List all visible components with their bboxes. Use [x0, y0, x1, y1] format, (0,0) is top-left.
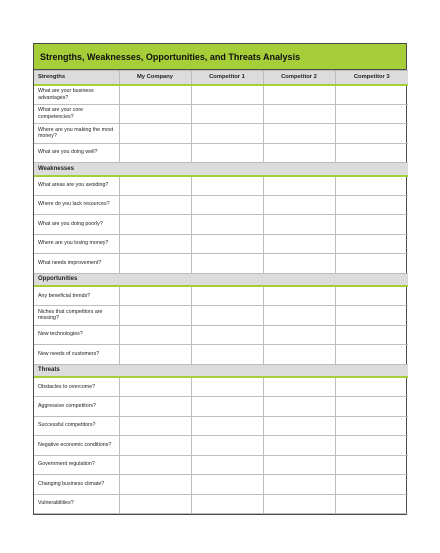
answer-cell-competitor-3[interactable] [335, 286, 408, 306]
answer-cell-competitor-1[interactable] [191, 85, 263, 105]
answer-cell-competitor-1[interactable] [191, 254, 263, 274]
column-header-competitor-2: Competitor 2 [263, 71, 335, 85]
column-header-competitor-3: Competitor 3 [335, 71, 408, 85]
question-row [34, 306, 408, 326]
answer-cell-competitor-3[interactable] [335, 325, 408, 345]
answer-cell-competitor-3[interactable] [335, 306, 408, 326]
answer-cell-competitor-2[interactable] [263, 345, 335, 365]
answer-cell-competitor-1[interactable] [191, 436, 263, 456]
answer-cell-competitor-3[interactable] [335, 345, 408, 365]
answer-cell-competitor-1[interactable] [191, 475, 263, 495]
answer-cell-my-company[interactable] [119, 234, 191, 254]
question-row [34, 104, 408, 124]
question-row [34, 377, 408, 397]
answer-cell-competitor-3[interactable] [335, 436, 408, 456]
question-row [34, 455, 408, 475]
answer-cell-competitor-3[interactable] [335, 397, 408, 417]
question-row [34, 397, 408, 417]
answer-cell-my-company[interactable] [119, 195, 191, 215]
answer-cell-competitor-2[interactable] [263, 215, 335, 235]
answer-cell-competitor-3[interactable] [335, 143, 408, 163]
question-row [34, 494, 408, 514]
answer-cell-my-company[interactable] [119, 494, 191, 514]
document-title: Strengths, Weaknesses, Opportunities, and Threats Analysis [34, 44, 406, 70]
question-label: New technologies? [34, 325, 119, 345]
section-header-row [34, 364, 408, 377]
question-label: Where are you making the most money? [34, 124, 119, 144]
answer-cell-competitor-1[interactable] [191, 104, 263, 124]
answer-cell-competitor-1[interactable] [191, 455, 263, 475]
section-header-row [34, 273, 408, 286]
answer-cell-competitor-2[interactable] [263, 306, 335, 326]
answer-cell-competitor-2[interactable] [263, 416, 335, 436]
question-label: Successful competitors? [34, 416, 119, 436]
answer-cell-my-company[interactable] [119, 85, 191, 105]
answer-cell-competitor-3[interactable] [335, 124, 408, 144]
answer-cell-competitor-2[interactable] [263, 176, 335, 196]
answer-cell-competitor-3[interactable] [335, 215, 408, 235]
answer-cell-competitor-3[interactable] [335, 104, 408, 124]
answer-cell-competitor-1[interactable] [191, 345, 263, 365]
answer-cell-competitor-1[interactable] [191, 306, 263, 326]
question-label: What areas are you avoiding? [34, 176, 119, 196]
answer-cell-my-company[interactable] [119, 254, 191, 274]
answer-cell-competitor-1[interactable] [191, 195, 263, 215]
answer-cell-competitor-2[interactable] [263, 195, 335, 215]
question-label: What are you doing poorly? [34, 215, 119, 235]
answer-cell-competitor-2[interactable] [263, 475, 335, 495]
answer-cell-competitor-1[interactable] [191, 325, 263, 345]
answer-cell-competitor-3[interactable] [335, 254, 408, 274]
question-label: Vulnerabilities? [34, 494, 119, 514]
question-row [34, 124, 408, 144]
answer-cell-competitor-3[interactable] [335, 176, 408, 196]
section-header-row [34, 163, 408, 176]
answer-cell-competitor-2[interactable] [263, 494, 335, 514]
answer-cell-competitor-1[interactable] [191, 397, 263, 417]
answer-cell-my-company[interactable] [119, 397, 191, 417]
swot-sheet [33, 43, 407, 515]
question-label: Obstacles to overcome? [34, 377, 119, 397]
answer-cell-competitor-2[interactable] [263, 254, 335, 274]
question-label: What are you doing well? [34, 143, 119, 163]
question-label: Where do you lack resources? [34, 195, 119, 215]
answer-cell-competitor-1[interactable] [191, 143, 263, 163]
answer-cell-my-company[interactable] [119, 124, 191, 144]
section-title: Opportunities [34, 273, 408, 286]
question-label: Government regulation? [34, 455, 119, 475]
column-header-my-company: My Company [119, 71, 191, 85]
question-label: New needs of customers? [34, 345, 119, 365]
question-label: Where are you losing money? [34, 234, 119, 254]
question-row [34, 325, 408, 345]
answer-cell-my-company[interactable] [119, 306, 191, 326]
answer-cell-my-company[interactable] [119, 325, 191, 345]
question-row [34, 234, 408, 254]
question-row [34, 475, 408, 495]
answer-cell-competitor-3[interactable] [335, 475, 408, 495]
answer-cell-competitor-2[interactable] [263, 325, 335, 345]
question-label: What are your business advantages? [34, 85, 119, 105]
question-row [34, 176, 408, 196]
answer-cell-my-company[interactable] [119, 215, 191, 235]
question-row [34, 416, 408, 436]
question-row [34, 345, 408, 365]
answer-cell-competitor-1[interactable] [191, 234, 263, 254]
question-row [34, 143, 408, 163]
answer-cell-competitor-2[interactable] [263, 234, 335, 254]
answer-cell-competitor-3[interactable] [335, 85, 408, 105]
answer-cell-competitor-3[interactable] [335, 195, 408, 215]
question-row [34, 85, 408, 105]
answer-cell-competitor-3[interactable] [335, 416, 408, 436]
question-label: Niches that competitors are missing? [34, 306, 119, 326]
question-label: What are your core competencies? [34, 104, 119, 124]
question-label: What needs improvement? [34, 254, 119, 274]
answer-cell-competitor-3[interactable] [335, 377, 408, 397]
answer-cell-competitor-2[interactable] [263, 455, 335, 475]
answer-cell-competitor-1[interactable] [191, 215, 263, 235]
question-row [34, 195, 408, 215]
answer-cell-my-company[interactable] [119, 436, 191, 456]
question-row [34, 436, 408, 456]
question-label: Aggressive competitors? [34, 397, 119, 417]
section-title: Weaknesses [34, 163, 408, 176]
answer-cell-competitor-1[interactable] [191, 494, 263, 514]
answer-cell-competitor-2[interactable] [263, 397, 335, 417]
answer-cell-competitor-2[interactable] [263, 377, 335, 397]
answer-cell-my-company[interactable] [119, 416, 191, 436]
answer-cell-my-company[interactable] [119, 377, 191, 397]
answer-cell-competitor-1[interactable] [191, 286, 263, 306]
answer-cell-competitor-2[interactable] [263, 85, 335, 105]
answer-cell-competitor-3[interactable] [335, 234, 408, 254]
answer-cell-competitor-2[interactable] [263, 124, 335, 144]
answer-cell-competitor-2[interactable] [263, 143, 335, 163]
answer-cell-my-company[interactable] [119, 286, 191, 306]
swot-table-body [34, 71, 408, 514]
answer-cell-my-company[interactable] [119, 475, 191, 495]
answer-cell-competitor-1[interactable] [191, 416, 263, 436]
answer-cell-competitor-3[interactable] [335, 494, 408, 514]
column-header-strengths: Strengths [34, 71, 119, 85]
question-label: Changing business climate? [34, 475, 119, 495]
question-row [34, 286, 408, 306]
answer-cell-my-company[interactable] [119, 455, 191, 475]
question-label: Negative economic conditions? [34, 436, 119, 456]
question-label: Any beneficial trends? [34, 286, 119, 306]
section-title: Threats [34, 364, 408, 377]
swot-table [34, 70, 408, 514]
question-row [34, 215, 408, 235]
answer-cell-my-company[interactable] [119, 176, 191, 196]
answer-cell-competitor-1[interactable] [191, 377, 263, 397]
answer-cell-competitor-1[interactable] [191, 124, 263, 144]
column-header-competitor-1: Competitor 1 [191, 71, 263, 85]
answer-cell-competitor-2[interactable] [263, 436, 335, 456]
answer-cell-competitor-2[interactable] [263, 104, 335, 124]
answer-cell-my-company[interactable] [119, 104, 191, 124]
answer-cell-my-company[interactable] [119, 143, 191, 163]
answer-cell-competitor-3[interactable] [335, 455, 408, 475]
answer-cell-my-company[interactable] [119, 345, 191, 365]
answer-cell-competitor-1[interactable] [191, 176, 263, 196]
answer-cell-competitor-2[interactable] [263, 286, 335, 306]
question-row [34, 254, 408, 274]
header-row [34, 71, 408, 85]
